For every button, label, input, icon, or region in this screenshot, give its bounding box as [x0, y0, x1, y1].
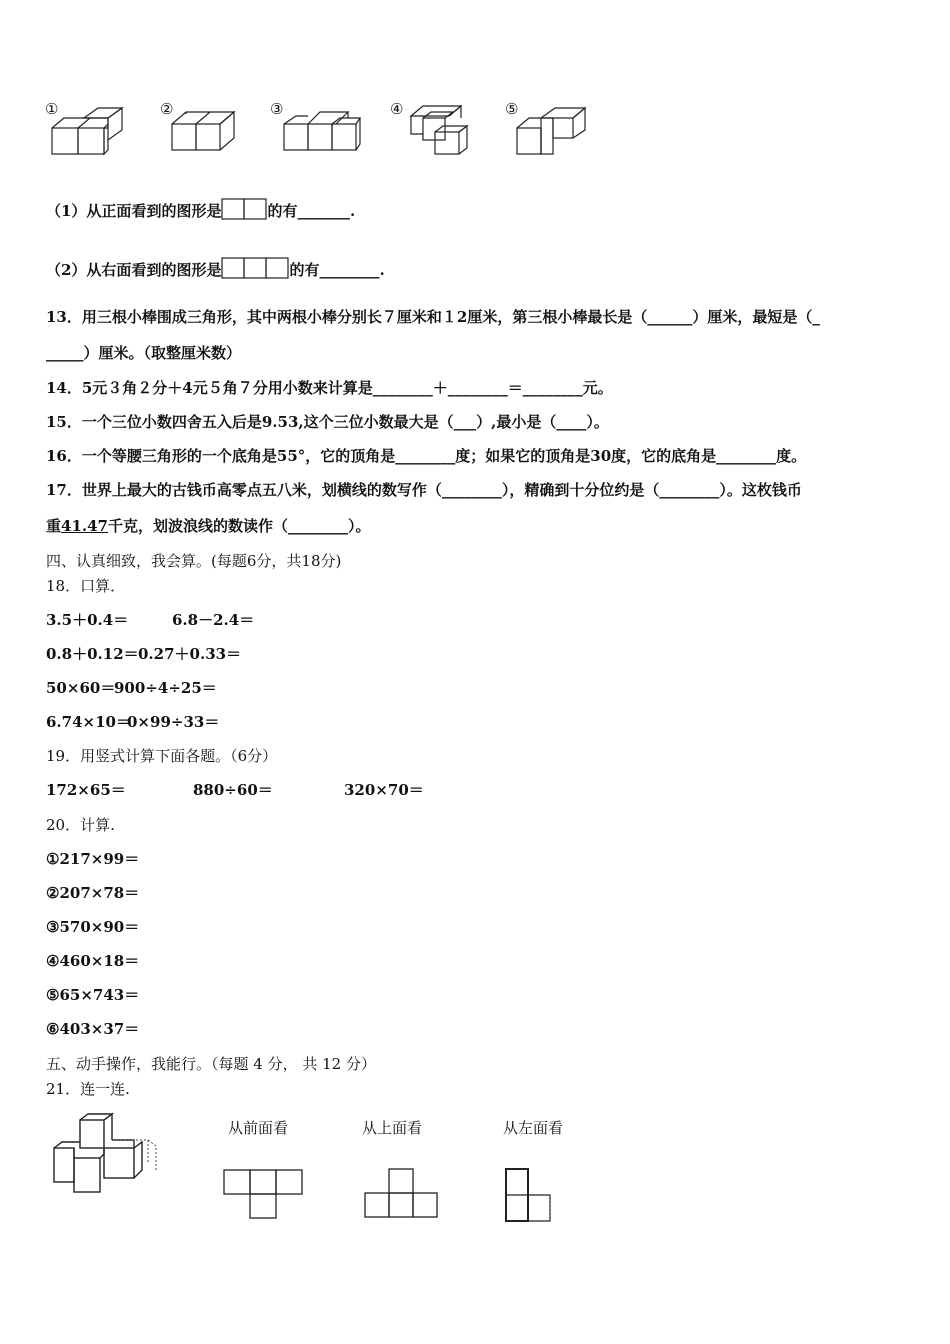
cube-stack-3d-figure: [48, 1110, 163, 1196]
q19-item-3: 320×70＝: [344, 781, 424, 799]
q12-part2-prefix: （2）从右面看到的图形是: [46, 261, 222, 279]
cube-figure-3: [282, 108, 364, 154]
q18-row-1-b: 6.8－2.4＝: [172, 611, 255, 629]
q12-part2-suffix: 的有________.: [289, 261, 385, 279]
q17-line2-pre: 重: [46, 517, 62, 535]
q20-title: 20．计算.: [46, 816, 115, 834]
top-view-shape: [362, 1166, 442, 1222]
section-5-heading: 五、动手操作，我能行。（每题 4 分， 共 12 分）: [46, 1055, 376, 1073]
cube-figure-1: [50, 104, 130, 158]
cube-figure-5: [515, 104, 591, 158]
three-square-right-view-icon: [221, 255, 289, 281]
q18-row-3-a: 50×60＝: [46, 679, 116, 697]
q12-part1-prefix: （1）从正面看到的图形是: [46, 202, 222, 220]
q18-row-1-a: 3.5＋0.4＝: [46, 611, 129, 629]
q12-part1-suffix: 的有_______.: [267, 202, 356, 220]
q17-underlined-number: 41.47: [61, 517, 108, 535]
q17-line2-post: 千克，划波浪线的数读作（________）。: [108, 517, 371, 535]
q20-item-1: ①217×99＝: [46, 850, 140, 868]
q20-item-4: ④460×18＝: [46, 952, 140, 970]
q18-row-2-b: 0.27＋0.33＝: [138, 645, 242, 663]
q18-row-2-a: 0.8＋0.12＝: [46, 645, 139, 663]
q17-line1: 17．世界上最大的古钱币高零点五八米，划横线的数写作（________），精确到十分位约是（________）。这枚钱币: [46, 481, 802, 499]
q17-line2: [46, 515, 371, 536]
figure-label-3: ③: [270, 100, 284, 118]
front-view-shape: [222, 1166, 304, 1222]
q13-line2: _____）厘米。（取整厘米数）: [46, 344, 242, 362]
q19-item-2: 880÷60＝: [193, 781, 273, 799]
q18-title: 18．口算．: [46, 577, 126, 595]
q20-item-3: ③570×90＝: [46, 918, 140, 936]
q15: 15．一个三位小数四舍五入后是9.53,这个三位小数最大是（___）,最小是（____）。: [46, 413, 609, 431]
cube-figure-2: [170, 106, 240, 156]
q14: 14．5元３角２分＋4元５角７分用小数来计算是________＋________＝________元。: [46, 379, 613, 397]
view-label-front: 从前面看: [228, 1119, 289, 1137]
q19-title: 19．用竖式计算下面各题。（6分）: [46, 747, 278, 765]
figure-label-2: ②: [160, 100, 174, 118]
q21-title: 21．连一连.: [46, 1080, 130, 1098]
q16: 16．一个等腰三角形的一个底角是55°，它的顶角是________度；如果它的顶角是30度，它的底角是________度。: [46, 447, 807, 465]
q20-item-5: ⑤65×743＝: [46, 986, 140, 1004]
view-label-left: 从左面看: [503, 1119, 564, 1137]
figure-label-4: ④: [390, 100, 404, 118]
figure-label-1: ①: [45, 100, 59, 118]
view-label-top: 从上面看: [362, 1119, 423, 1137]
q12-part2: [46, 255, 385, 281]
q20-item-2: ②207×78＝: [46, 884, 140, 902]
two-square-front-view-icon: [221, 196, 267, 222]
q19-item-1: 172×65＝: [46, 781, 126, 799]
q12-part1: [46, 196, 355, 222]
q20-item-6: ⑥403×37＝: [46, 1020, 140, 1038]
figure-label-5: ⑤: [505, 100, 519, 118]
section-4-heading: 四、认真细致，我会算。(每题6分，共18分): [46, 552, 342, 570]
q18-row-4-b: 0×99÷33＝: [127, 713, 220, 731]
q18-row-3-b: 900÷4÷25＝: [114, 679, 217, 697]
left-view-shape: [502, 1166, 558, 1224]
q13-line1: 13．用三根小棒围成三角形，其中两根小棒分别长７厘米和１2厘米，第三根小棒最长是（______）厘米，最短是（_: [46, 308, 820, 326]
q18-row-4-a: 6.74×10＝: [46, 713, 131, 731]
cube-figure-4: [405, 104, 471, 158]
